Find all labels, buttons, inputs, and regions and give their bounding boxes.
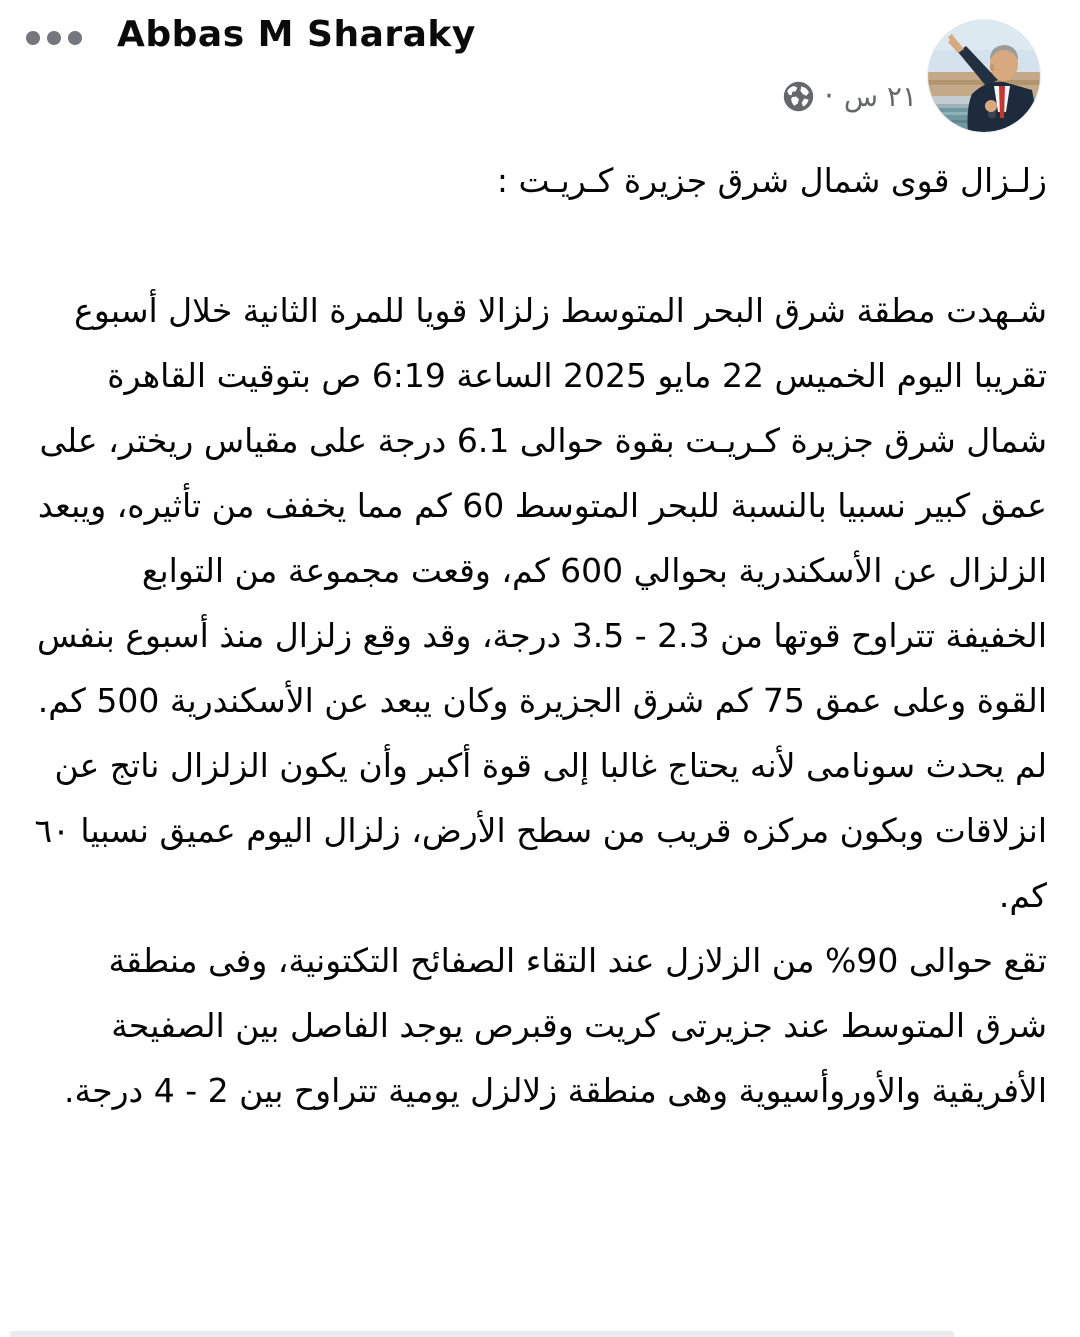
meta-separator: ·: [824, 78, 834, 114]
author-name[interactable]: Abbas M Sharaky: [117, 14, 476, 55]
post-title: زلـزال قوى شمال شرق جزيرة كـريـت :: [496, 161, 1047, 200]
dot: [68, 31, 82, 45]
post-paragraph: لم يحدث سونامى لأنه يحتاج غالبا إلى قوة أكبر وأن يكون الزلزال ناتج عن انزلاقات وبكون مركزه قريب من سطح الأرض، زلزال اليوم عميق نسبيا ٦٠ كم.: [34, 746, 1047, 915]
timestamp[interactable]: ٢١ س: [843, 80, 917, 113]
post-paragraph: شـهدت مطقة شرق البحر المتوسط زلزالا قويا للمرة الثانية خلال أسبوع تقريبا اليوم الخميس 22 مايو 2025 الساعة 6:19 ص بتوقيت القاهرة شمال شرق جزيرة كـريـت بقوة حوالى 6.1 درجة على مقياس ريختر، على عمق كبير نسبيا بالنسبة للبحر المتوسط 60 كم مما يخفف من تأثيره، ويبعد الزلزال عن الأسكندرية بحوالي 600 كم، وقعت مجموعة من التوابع الخفيفة تتراوح قوتها من 2.3 - 3.5 درجة، وقد وقع زلزال منذ أسبوع بنفس القوة وعلى عمق 75 كم شرق الجزيرة وكان يبعد عن الأسكندرية 500 كم.: [36, 291, 1047, 720]
post-paragraph: تقع حوالى 90% من الزلازل عند التقاء الصفائح التكتونية، وفى منطقة شرق المتوسط عند جزيرتى كريت وقبرص يوجد الفاصل بين الصفيحة الأفريقية والأوروأسيوية وهى منطقة زلالزل يومية تتراوح بين 2 - 4 درجة.: [64, 941, 1047, 1110]
avatar-photo: [928, 20, 1040, 132]
attachment-image-top-edge[interactable]: [10, 1331, 954, 1337]
post-body: [0, 148, 1080, 1123]
more-options-icon[interactable]: [26, 31, 82, 45]
globe-icon: [783, 81, 814, 112]
dot: [26, 31, 40, 45]
avatar[interactable]: [928, 20, 1040, 132]
dot: [47, 31, 61, 45]
post-meta: [783, 80, 917, 113]
